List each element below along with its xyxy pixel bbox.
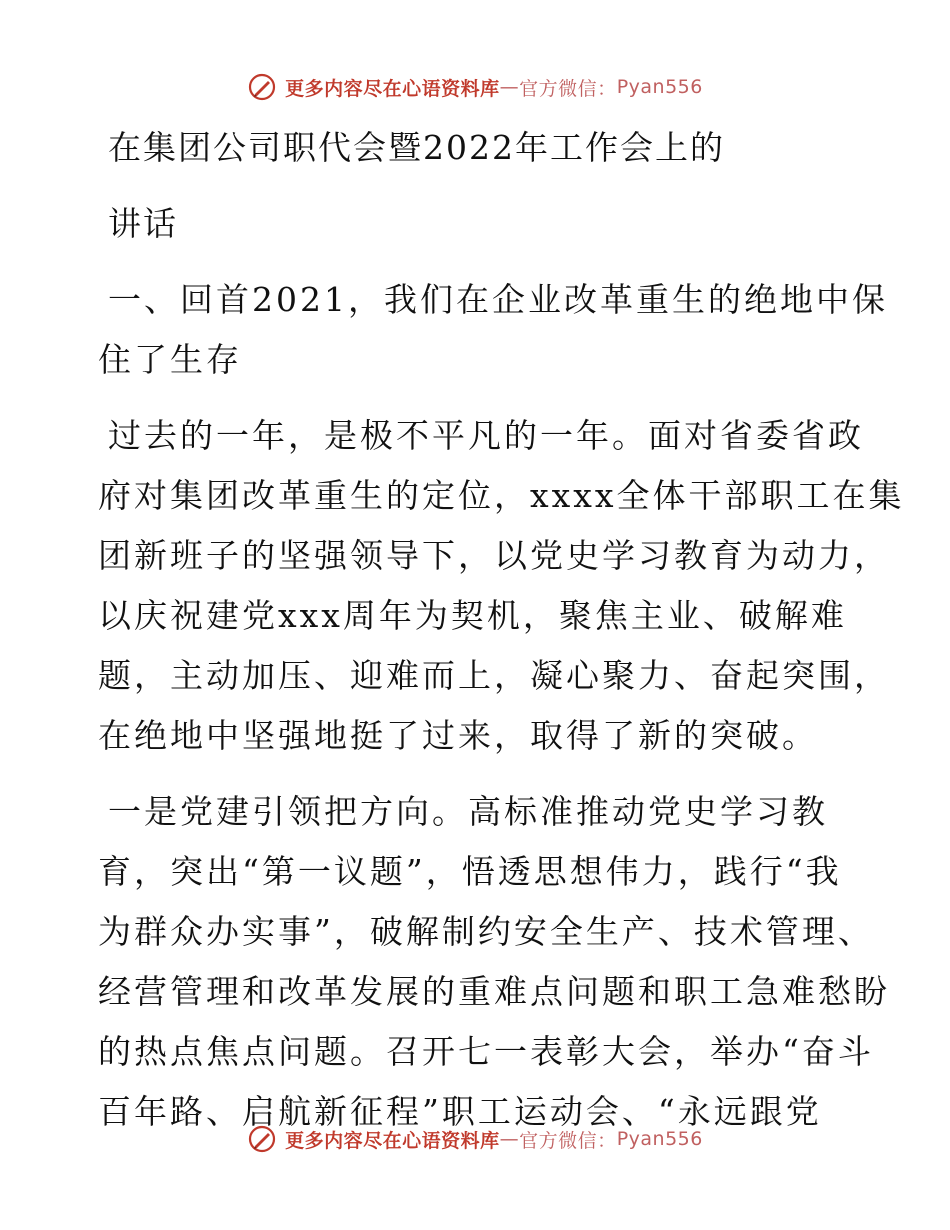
- title-line: 在集团公司职代会暨2022年工作会上的: [108, 128, 725, 167]
- document-body: [98, 118, 905, 1142]
- watermark-wechat-label: 官方微信：: [519, 1129, 617, 1152]
- watermark-separator: —: [499, 76, 520, 98]
- paragraph-line: 题，主动加压、迎难而上，凝心聚力、奋起突围，: [98, 656, 890, 695]
- paragraph-line: 过去的一年，是极不平凡的一年。面对省委省政: [108, 416, 864, 455]
- watermark-wechat-id: Pyan556: [616, 1128, 703, 1150]
- header-watermark: [0, 72, 950, 102]
- paragraph-line: 育，突出“第一议题”，悟透思想伟力，践行“我: [98, 852, 842, 891]
- paragraph-line: 在绝地中坚强地挺了过来，取得了新的突破。: [98, 716, 818, 755]
- watermark-wechat-id: Pyan556: [616, 76, 703, 98]
- paragraph-line: 为群众办实事”，破解制约安全生产、技术管理、: [98, 912, 874, 951]
- paragraph-line: 以庆祝建党xxx周年为契机，聚焦主业、破解难: [98, 596, 847, 635]
- footer-watermark: [0, 1124, 950, 1154]
- paragraph-line: 经营管理和改革发展的重难点问题和职工急难愁盼: [98, 972, 890, 1011]
- paragraph-line: 团新班子的坚强领导下，以党史学习教育为动力，: [98, 536, 890, 575]
- paragraph-line: 的热点焦点问题。召开七一表彰大会，举办“奋斗: [98, 1032, 874, 1071]
- watermark-text: 更多内容尽在心语资料库: [285, 77, 500, 100]
- pen-logo-icon: [247, 72, 277, 102]
- heading-line: 住了生存: [98, 340, 242, 379]
- watermark-separator: —: [499, 1128, 520, 1150]
- watermark-text: 更多内容尽在心语资料库: [285, 1129, 500, 1152]
- paragraph-line: 府对集团改革重生的定位，xxxx全体干部职工在集: [98, 476, 905, 515]
- title-line: 讲话: [108, 204, 178, 243]
- watermark-wechat-label: 官方微信：: [519, 77, 617, 100]
- heading-line: 一、回首2021，我们在企业改革重生的绝地中保: [108, 280, 888, 319]
- pen-logo-icon: [247, 1124, 277, 1154]
- paragraph-line: 一是党建引领把方向。高标准推动党史学习教: [108, 792, 828, 831]
- paragraph-line: 百年路、启航新征程”职工运动会、“永远跟党: [98, 1092, 822, 1131]
